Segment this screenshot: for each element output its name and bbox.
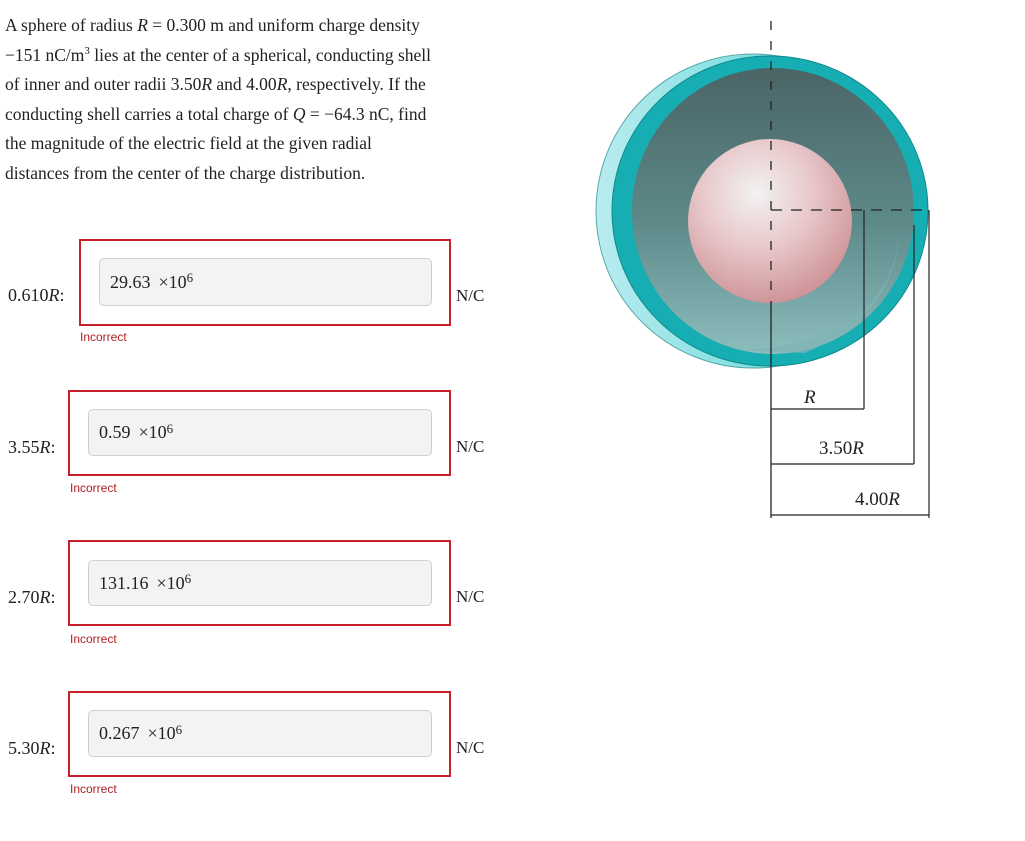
row-label: 3.55R: bbox=[8, 437, 56, 457]
answer-value: 131.16 bbox=[99, 572, 149, 593]
problem-statement: A sphere of radius R = 0.300 m and uniform charge density −151 $nC/m^3$ lies at the center of a spherical, conducting shell of inner and outer radii 3.50R and 4.00R, respectively. If the conducting shell carries a total charge of Q = −64.3 nC, find the magnitude of the electric field at the given radial distances from the center of the charge distribution. bbox=[5, 15, 432, 183]
unit-label: N/C bbox=[456, 437, 485, 456]
answer-value: 0.59 bbox=[99, 422, 131, 442]
answer-value: 0.267 bbox=[99, 723, 140, 743]
row-label: 0.610R: bbox=[8, 285, 65, 305]
label-outer-radius: 4.00R bbox=[855, 489, 900, 510]
row-label: 2.70R: bbox=[8, 587, 56, 607]
charged-sphere-shell-figure bbox=[590, 15, 950, 525]
exponent: 6 bbox=[184, 571, 192, 586]
unit-label: N/C bbox=[456, 738, 485, 757]
status-incorrect: Incorrect bbox=[80, 330, 127, 344]
row-label: 5.30R: bbox=[8, 738, 56, 758]
status-incorrect: Incorrect bbox=[70, 782, 117, 796]
answer-input[interactable] bbox=[88, 710, 432, 757]
label-inner-radius: 3.50R bbox=[819, 438, 864, 459]
status-incorrect: Incorrect bbox=[70, 481, 117, 495]
exponent: 6 bbox=[186, 270, 194, 285]
exponent: 6 bbox=[175, 721, 183, 737]
times-ten: ×10 bbox=[147, 723, 176, 743]
times-ten: ×10 bbox=[138, 422, 167, 442]
label-r: R bbox=[804, 387, 816, 408]
unit-label: N/C bbox=[456, 587, 485, 606]
answer-input[interactable] bbox=[88, 409, 432, 456]
answer-value: 29.63 bbox=[110, 271, 151, 292]
exponent: 6 bbox=[166, 420, 174, 436]
answer-input[interactable] bbox=[99, 258, 432, 306]
charged-sphere bbox=[688, 139, 852, 303]
times-ten: ×10 bbox=[156, 572, 185, 593]
unit-label: N/C bbox=[456, 286, 485, 305]
times-ten: ×10 bbox=[158, 271, 187, 292]
answer-input[interactable] bbox=[88, 560, 432, 606]
status-incorrect: Incorrect bbox=[70, 632, 117, 646]
